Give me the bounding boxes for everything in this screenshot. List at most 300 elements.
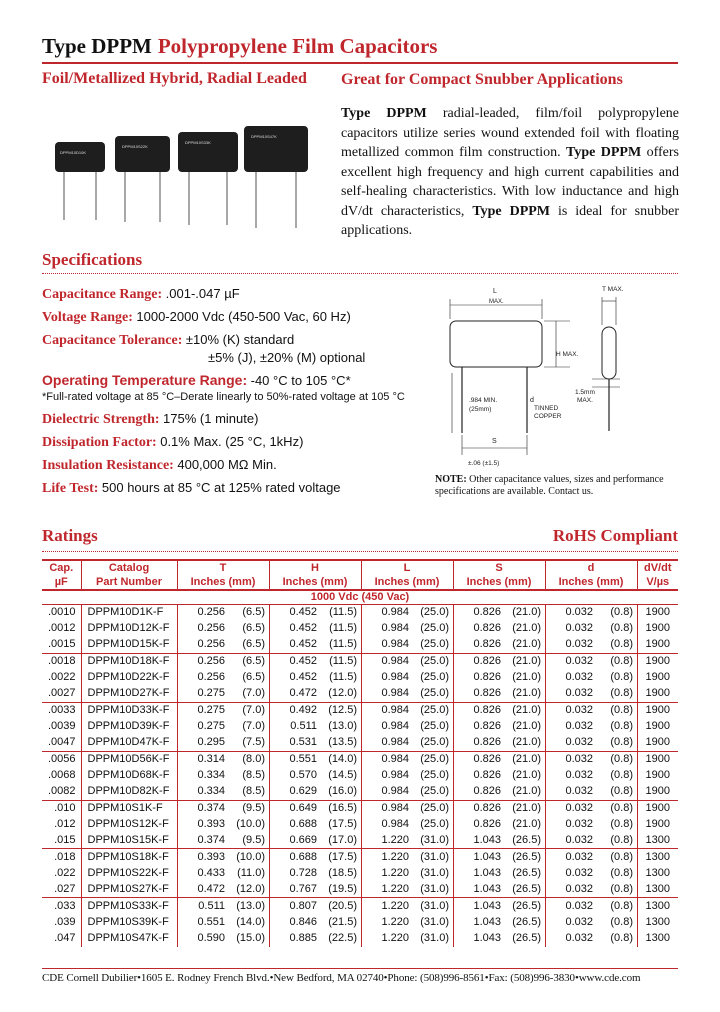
s-inches: 1.043: [473, 932, 501, 945]
footer-address: CDE Cornell Dubilier•1605 E. Rodney French Blvd.•New Bedford, MA 02740•Phone: (508)996-8561•Fax: (508)996-3830•www.cde.com: [42, 972, 641, 984]
t-inches: 0.511: [198, 899, 225, 912]
t-value: [177, 800, 269, 816]
d-value: [545, 914, 637, 930]
dvdt-value: 1900: [637, 686, 678, 702]
spec-value: ±5% (J), ±20% (M) optional: [208, 350, 366, 365]
dvdt-value: 1900: [637, 800, 678, 816]
spec-voltage-range: [42, 309, 351, 326]
h-inches: 0.885: [289, 932, 317, 945]
t-pair: [181, 801, 265, 816]
h-value: [269, 751, 361, 767]
table-row: [42, 898, 678, 914]
t-mm: (7.0): [242, 704, 265, 717]
s-mm: (21.0): [512, 736, 541, 749]
intro-paragraph: [341, 104, 679, 241]
table-header-row-1: [42, 560, 678, 575]
h-pair: [273, 735, 357, 750]
d-value: [545, 898, 637, 914]
spec-label: Voltage Range:: [42, 310, 133, 325]
diagram-note: [435, 474, 680, 498]
rohs-heading: RoHS Compliant: [552, 526, 678, 545]
catalog-number: DPPM10S47K-F: [81, 930, 177, 946]
s-mm: (26.5): [512, 932, 541, 945]
h-inches: 0.629: [289, 785, 317, 798]
l-value: [361, 719, 453, 735]
s-mm: (26.5): [512, 915, 541, 928]
cap-value: .0015: [42, 637, 81, 653]
s-pair: [457, 882, 541, 897]
d-pair: [549, 735, 633, 750]
t-value: [177, 930, 269, 946]
l-mm: (25.0): [420, 801, 449, 814]
t-pair: [181, 784, 265, 799]
spec-operating-temp: [42, 372, 351, 390]
d-inches: 0.032: [565, 736, 593, 749]
d-value: [545, 751, 637, 767]
h-value: [269, 816, 361, 832]
d-mm: (0.8): [610, 769, 633, 782]
d-value: [545, 719, 637, 735]
d-inches: 0.032: [565, 915, 593, 928]
dim-copper: COPPER: [534, 413, 562, 420]
catalog-number: DPPM10D56K-F: [81, 751, 177, 767]
h-value: [269, 767, 361, 783]
s-pair: [457, 850, 541, 865]
dvdt-value: 1300: [637, 849, 678, 865]
h-mm: (11.5): [329, 671, 357, 684]
dim-s-label: S: [492, 438, 497, 445]
t-inches: 0.590: [197, 932, 225, 945]
s-inches: 1.043: [473, 899, 501, 912]
h-inches: 0.846: [289, 915, 317, 928]
specifications-divider: [42, 273, 678, 274]
l-pair: [365, 915, 449, 930]
l-pair: [365, 931, 449, 946]
l-value: [361, 702, 453, 718]
h-mm: (14.0): [328, 753, 357, 766]
h-value: [269, 653, 361, 669]
l-inches: 1.220: [381, 850, 409, 863]
d-pair: [549, 801, 633, 816]
d-value: [545, 653, 637, 669]
l-pair: [365, 719, 449, 734]
table-row: [42, 865, 678, 881]
s-inches: 1.043: [473, 882, 501, 895]
l-inches: 1.220: [381, 899, 409, 912]
s-mm: (21.0): [512, 687, 541, 700]
subtitle-left: Foil/Metallized Hybrid, Radial Leaded: [42, 70, 307, 87]
catalog-number: DPPM10D82K-F: [81, 784, 177, 800]
catalog-number: DPPM10D33K-F: [81, 702, 177, 718]
d-pair: [549, 882, 633, 897]
t-pair: [181, 866, 265, 881]
l-mm: (31.0): [420, 915, 449, 928]
h-pair: [273, 752, 357, 767]
s-value: [453, 882, 545, 898]
d-value: [545, 849, 637, 865]
cap-value: .0033: [47, 704, 76, 717]
t-value: [177, 670, 269, 686]
catalog-number: DPPM10D47K-F: [81, 735, 177, 751]
note-text: Other capacitance values, sizes and performance specifications are available. Contact us.: [435, 474, 664, 497]
d-value: [545, 621, 637, 637]
d-pair: [549, 686, 633, 701]
t-pair: [181, 752, 265, 767]
t-value: [177, 719, 269, 735]
h-value: [269, 637, 361, 653]
t-mm: (7.0): [242, 720, 265, 733]
t-pair: [181, 686, 265, 701]
s-pair: [457, 670, 541, 685]
spec-value: 500 hours at 85 °C at 125% rated voltage: [101, 480, 341, 495]
l-pair: [365, 637, 449, 652]
cap-value: .0027: [42, 686, 81, 702]
spec-dielectric-strength: [42, 411, 258, 428]
cap-value: .047: [54, 932, 76, 945]
t-value: [177, 621, 269, 637]
s-pair: [457, 735, 541, 750]
table-row: [42, 767, 678, 783]
col-catalog-unit: Part Number: [81, 575, 177, 590]
h-mm: (11.5): [329, 638, 357, 651]
s-mm: (21.0): [512, 720, 541, 733]
s-value: [453, 621, 545, 637]
catalog-number: DPPM10S18K-F: [81, 849, 177, 865]
table-row: [42, 670, 678, 686]
s-value: [453, 914, 545, 930]
s-mm: (21.0): [512, 704, 541, 717]
catalog-number: DPPM10S33K-F: [81, 898, 177, 914]
dvdt-value: 1900: [637, 767, 678, 783]
col-t: T: [177, 560, 269, 575]
table-row: [42, 719, 678, 735]
h-value: [269, 914, 361, 930]
h-inches: 0.511: [290, 720, 317, 733]
d-value: [545, 702, 637, 718]
dvdt-value: 1900: [637, 784, 678, 800]
h-mm: (17.0): [328, 834, 357, 847]
s-value: [453, 719, 545, 735]
h-mm: (22.5): [328, 932, 357, 945]
h-pair: [273, 703, 357, 718]
spec-label: Dissipation Factor:: [42, 435, 157, 450]
capacitor-4: [244, 126, 308, 228]
h-value: [269, 719, 361, 735]
s-pair: [457, 621, 541, 636]
d-inches: 0.032: [565, 882, 593, 895]
t-mm: (15.0): [236, 932, 265, 945]
d-pair: [549, 621, 633, 636]
catalog-number: DPPM10S22K-F: [81, 865, 177, 881]
s-inches: 1.043: [473, 850, 501, 863]
ratings-table: [42, 559, 678, 947]
l-pair: [365, 703, 449, 718]
l-value: [361, 914, 453, 930]
dvdt-value: 1300: [637, 898, 678, 914]
spec-label: Capacitance Range:: [42, 287, 163, 302]
s-mm: (26.5): [512, 882, 541, 895]
l-value: [361, 751, 453, 767]
dvdt-value: 1900: [637, 719, 678, 735]
cap4-marking: DPPM10S47K: [251, 134, 277, 139]
t-mm: (13.0): [236, 899, 265, 912]
t-mm: (8.5): [242, 769, 265, 782]
s-mm: (26.5): [512, 899, 541, 912]
cap-value: .0039: [47, 720, 76, 733]
l-pair: [365, 768, 449, 783]
t-mm: (10.0): [236, 850, 265, 863]
s-pair: [457, 686, 541, 701]
l-value: [361, 800, 453, 816]
col-d: d: [545, 560, 637, 575]
d-inches: 0.032: [565, 622, 593, 635]
s-pair: [457, 801, 541, 816]
t-mm: (7.0): [242, 687, 265, 700]
d-mm: (0.8): [610, 899, 633, 912]
dim-s-tol: ±.06 (±1.5): [468, 460, 500, 467]
cap-value: .010: [54, 801, 76, 814]
t-inches: 0.295: [197, 736, 225, 749]
d-mm: (0.8): [610, 606, 633, 619]
l-mm: (25.0): [420, 704, 449, 717]
s-value: [453, 865, 545, 881]
t-value: [177, 849, 269, 865]
d-inches: 0.032: [565, 834, 593, 847]
cap-value: .0082: [42, 784, 81, 800]
cap-value: .039: [54, 915, 76, 928]
table-row: [42, 816, 678, 832]
voltage-subheader-row: [42, 590, 678, 605]
t-mm: (8.5): [242, 785, 265, 798]
l-pair: [365, 850, 449, 865]
ratings-table-body: [42, 590, 678, 947]
h-inches: 0.452: [289, 606, 317, 619]
spec-label: Capacitance Tolerance:: [42, 333, 183, 348]
l-value: [361, 605, 453, 621]
h-pair: [273, 866, 357, 881]
cap-value: .0068: [47, 769, 76, 782]
d-inches: 0.032: [565, 720, 593, 733]
title-divider: [42, 62, 678, 64]
s-value: [453, 605, 545, 621]
d-inches: 0.032: [565, 769, 593, 782]
dim-gap-label: 1.5mm: [575, 389, 595, 396]
col-h-unit: Inches (mm): [269, 575, 361, 590]
h-inches: 0.688: [289, 818, 317, 830]
s-inches: 0.826: [473, 671, 501, 684]
s-pair: [457, 866, 541, 881]
s-inches: 0.826: [473, 801, 501, 814]
s-pair: [457, 899, 541, 914]
spec-value: .001-.047 µF: [165, 286, 240, 301]
h-pair: [273, 817, 357, 832]
t-pair: [181, 621, 265, 636]
s-mm: (21.0): [512, 769, 541, 782]
table-row: [42, 735, 678, 751]
col-s-unit: Inches (mm): [453, 575, 545, 590]
l-mm: (31.0): [420, 882, 449, 895]
t-mm: (12.0): [236, 882, 265, 895]
t-mm: (8.0): [242, 753, 265, 766]
h-value: [269, 898, 361, 914]
h-inches: 0.551: [289, 753, 317, 766]
spec-capacitance-range: [42, 286, 240, 303]
table-row: [42, 621, 678, 637]
d-value: [545, 865, 637, 881]
t-inches: 0.275: [197, 720, 225, 733]
t-value: [177, 702, 269, 718]
s-pair: [457, 768, 541, 783]
s-mm: (21.0): [512, 753, 541, 766]
t-inches: 0.256: [197, 655, 225, 668]
catalog-number: DPPM10D39K-F: [81, 719, 177, 735]
l-mm: (31.0): [420, 866, 449, 879]
d-mm: (0.8): [610, 818, 633, 830]
dim-d-label: d: [530, 397, 534, 404]
dvdt-value: 1900: [637, 751, 678, 767]
s-mm: (21.0): [512, 785, 541, 798]
h-pair: [273, 670, 357, 685]
t-pair: [181, 915, 265, 930]
spec-value: -40 °C to 105 °C*: [250, 373, 351, 388]
h-value: [269, 735, 361, 751]
table-row: [42, 686, 678, 702]
t-mm: (6.5): [242, 671, 265, 684]
h-inches: 0.767: [289, 882, 317, 895]
d-mm: (0.8): [610, 753, 633, 766]
t-value: [177, 833, 269, 849]
l-pair: [365, 621, 449, 636]
cap-value: .012: [54, 818, 76, 830]
dvdt-value: 1900: [637, 637, 678, 653]
s-inches: 1.043: [473, 915, 501, 928]
spec-dissipation-factor: [42, 434, 303, 451]
s-inches: 0.826: [473, 606, 501, 619]
s-pair: [457, 915, 541, 930]
t-mm: (11.0): [237, 866, 265, 879]
t-value: [177, 653, 269, 669]
h-value: [269, 702, 361, 718]
t-pair: [181, 817, 265, 832]
s-value: [453, 653, 545, 669]
d-inches: 0.032: [565, 850, 593, 863]
l-pair: [365, 752, 449, 767]
subtitle-right: Great for Compact Snubber Applications: [341, 71, 623, 88]
t-inches: 0.433: [197, 866, 225, 879]
cap-value: .027: [42, 882, 81, 898]
h-mm: (17.5): [328, 818, 357, 830]
l-mm: (25.0): [420, 638, 449, 651]
s-value: [453, 670, 545, 686]
dim-lead-mm: (25mm): [469, 406, 492, 413]
s-mm: (21.0): [512, 818, 541, 830]
d-mm: (0.8): [610, 671, 633, 684]
dvdt-value: 1300: [637, 882, 678, 898]
l-inches: 0.984: [381, 622, 409, 635]
h-inches: 0.452: [289, 622, 317, 635]
h-inches: 0.452: [289, 638, 317, 651]
t-value: [177, 605, 269, 621]
s-inches: 1.043: [473, 834, 501, 847]
dvdt-value: 1900: [637, 816, 678, 832]
s-inches: 0.826: [473, 785, 501, 798]
d-inches: 0.032: [565, 671, 593, 684]
spec-capacitance-tolerance: [42, 332, 294, 349]
h-pair: [273, 719, 357, 734]
h-inches: 0.452: [289, 671, 317, 684]
ratings-divider: [42, 551, 678, 552]
l-mm: (25.0): [420, 606, 449, 619]
l-pair: [365, 899, 449, 914]
l-mm: (31.0): [420, 834, 449, 847]
s-pair: [457, 752, 541, 767]
h-pair: [273, 915, 357, 930]
l-value: [361, 816, 453, 832]
cap3-marking: DPPM10S33K: [185, 140, 211, 145]
l-mm: (31.0): [420, 850, 449, 863]
col-d-unit: Inches (mm): [545, 575, 637, 590]
l-pair: [365, 670, 449, 685]
s-inches: 0.826: [473, 736, 501, 749]
d-inches: 0.032: [565, 606, 593, 619]
t-pair: [181, 670, 265, 685]
h-inches: 0.472: [289, 687, 317, 700]
l-value: [361, 833, 453, 849]
table-row: [42, 653, 678, 669]
t-pair: [181, 931, 265, 946]
s-pair: [457, 833, 541, 848]
l-mm: (31.0): [420, 899, 449, 912]
catalog-number: DPPM10S15K-F: [81, 833, 177, 849]
t-inches: 0.256: [197, 622, 225, 635]
l-mm: (25.0): [420, 818, 449, 830]
table-header-row-2: [42, 575, 678, 590]
l-value: [361, 653, 453, 669]
s-mm: (26.5): [512, 834, 541, 847]
temp-footnote: *Full-rated voltage at 85 °C–Derate linearly to 50%-rated voltage at 105 °C: [42, 391, 405, 403]
t-mm: (9.5): [242, 801, 265, 814]
s-inches: 0.826: [473, 655, 501, 668]
d-pair: [549, 670, 633, 685]
t-value: [177, 816, 269, 832]
d-mm: (0.8): [610, 801, 633, 814]
h-value: [269, 670, 361, 686]
l-value: [361, 637, 453, 653]
t-value: [177, 751, 269, 767]
capacitor-2: [115, 136, 170, 222]
t-inches: 0.393: [197, 850, 225, 863]
d-value: [545, 930, 637, 946]
s-inches: 0.826: [473, 720, 501, 733]
h-pair: [273, 768, 357, 783]
d-value: [545, 735, 637, 751]
d-value: [545, 800, 637, 816]
h-inches: 0.531: [289, 736, 317, 749]
dim-t-max: T MAX.: [602, 286, 624, 293]
l-value: [361, 735, 453, 751]
d-inches: 0.032: [565, 753, 593, 766]
h-mm: (19.5): [328, 882, 357, 895]
h-mm: (16.5): [328, 801, 357, 814]
d-mm: (0.8): [610, 882, 633, 895]
catalog-number: DPPM10D15K-F: [81, 637, 177, 653]
h-value: [269, 800, 361, 816]
t-inches: 0.374: [197, 834, 225, 847]
d-mm: (0.8): [610, 915, 633, 928]
cap-value: .022: [54, 866, 76, 879]
s-value: [453, 784, 545, 800]
dvdt-value: 1900: [637, 735, 678, 751]
